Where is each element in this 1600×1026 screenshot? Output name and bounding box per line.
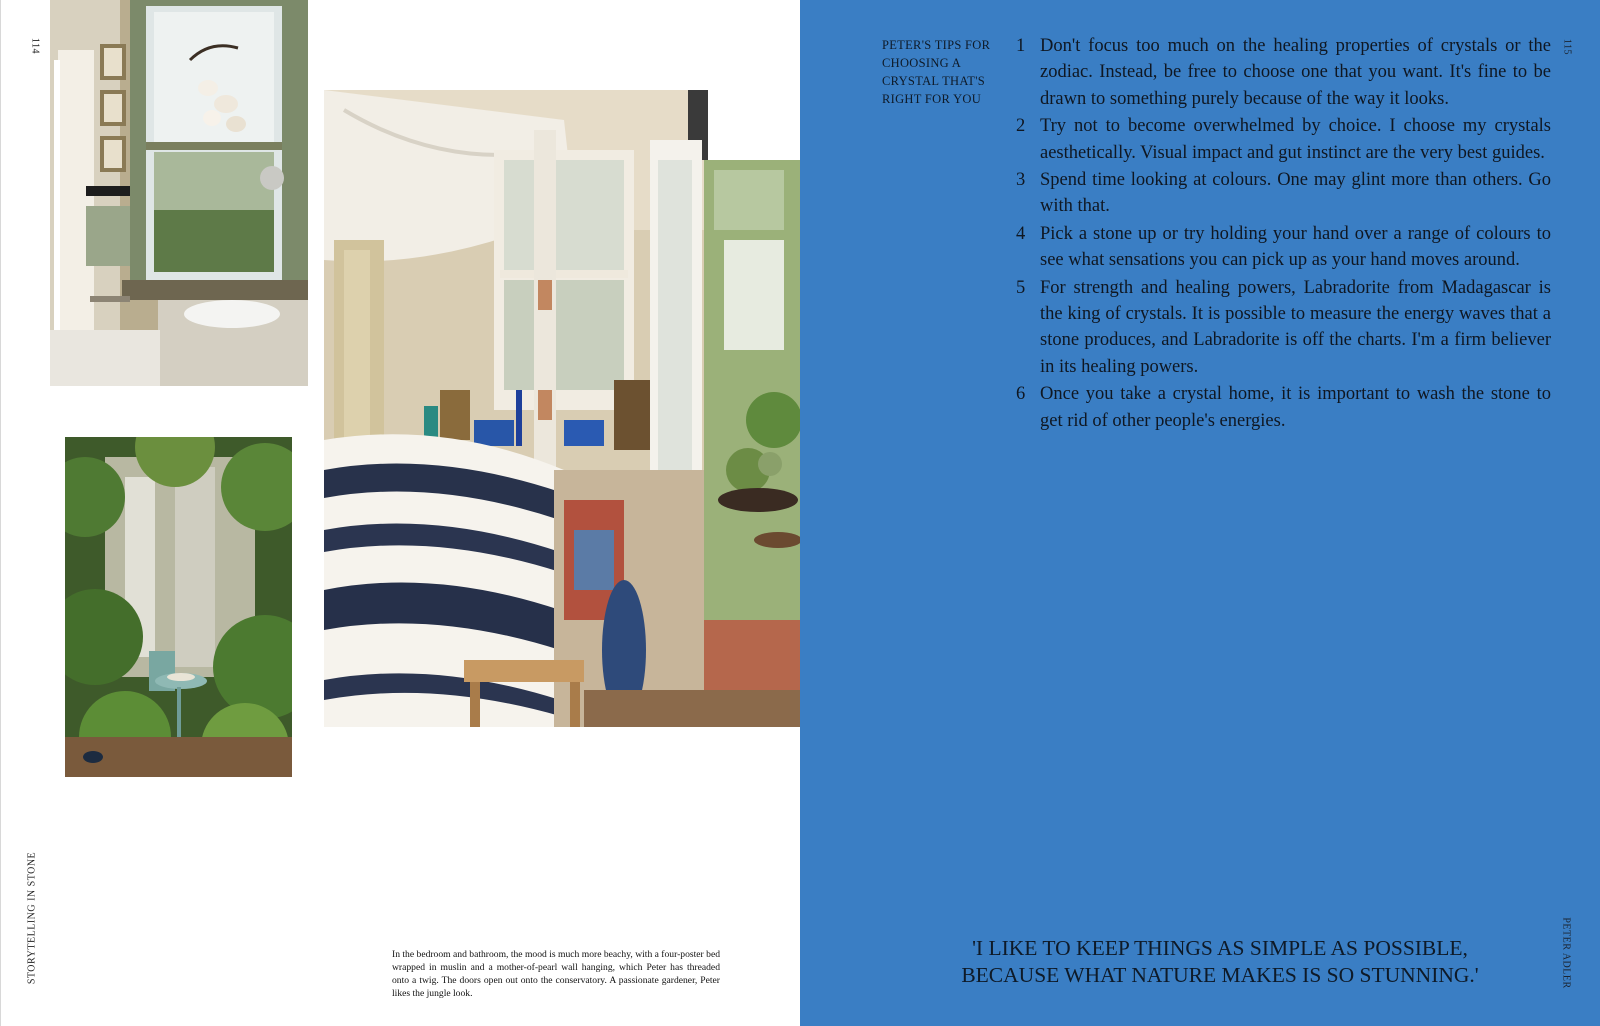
tip-item-6 (1016, 381, 1551, 434)
tip-text: Spend time looking at colours. One may glint more than others. Go with that. (1040, 170, 1551, 217)
tip-item-1 (1016, 33, 1551, 112)
tip-text: Pick a stone up or try holding your hand over a range of colours to see what sensations you can pick up as your hand moves around. (1040, 223, 1551, 271)
tip-text: Don't focus too much on the healing properties of crystals or the zodiac. Instead, be free to choose one that you want. It's fine to be drawn to something purely because of the way it looks. (1040, 36, 1551, 109)
tip-number: 3 (1016, 170, 1026, 191)
bathroom-photo (50, 0, 308, 386)
pull-quote (920, 935, 1520, 989)
running-title-right: PETER ADLER (1560, 917, 1572, 989)
tip-item-3 (1016, 167, 1551, 220)
tips-list (1016, 33, 1551, 435)
tip-item-4 (1016, 221, 1551, 274)
pull-quote-line-1: 'I LIKE TO KEEP THINGS AS SIMPLE AS POSSIBLE, (972, 936, 1468, 960)
tip-item-2 (1016, 113, 1551, 166)
tips-heading: PETER'S TIPS FOR CHOOSING A CRYSTAL THAT'S RIGHT FOR YOU (882, 38, 991, 106)
tip-text: Once you take a crystal home, it is important to wash the stone to get rid of other people's energies. (1040, 384, 1551, 431)
tip-number: 4 (1016, 223, 1026, 244)
page-number-left: 114 (29, 37, 41, 55)
bedroom-photo (324, 90, 801, 727)
photo-caption: In the bedroom and bathroom, the mood is much more beachy, with a four-poster bed wrapped in muslin and a mother-of-pearl wall hanging, which Peter has threaded onto a twig. The doors open out onto the conservatory. A passionate gardener, Peter likes the jungle look. (392, 948, 720, 999)
garden-photo (65, 437, 292, 777)
tip-item-5 (1016, 275, 1551, 381)
pull-quote-line-2: BECAUSE WHAT NATURE MAKES IS SO STUNNING.' (961, 963, 1479, 987)
tip-number: 2 (1016, 116, 1026, 137)
running-title-left: STORYTELLING IN STONE (26, 851, 38, 985)
tip-number: 6 (1016, 384, 1026, 405)
tip-text: For strength and healing powers, Labradorite from Madagascar is the king of crystals. It is possible to measure the energy waves that a stone produces, and Labradorite is off the charts. I'm a firm believer in its healing powers. (1040, 277, 1551, 377)
page-number-right: 115 (1561, 38, 1573, 56)
tip-text: Try not to become overwhelmed by choice. I choose my crystals aesthetically. Visual impact and gut instinct are the very best guides. (1040, 116, 1551, 163)
tip-number: 1 (1016, 36, 1026, 56)
tip-number: 5 (1016, 277, 1026, 298)
